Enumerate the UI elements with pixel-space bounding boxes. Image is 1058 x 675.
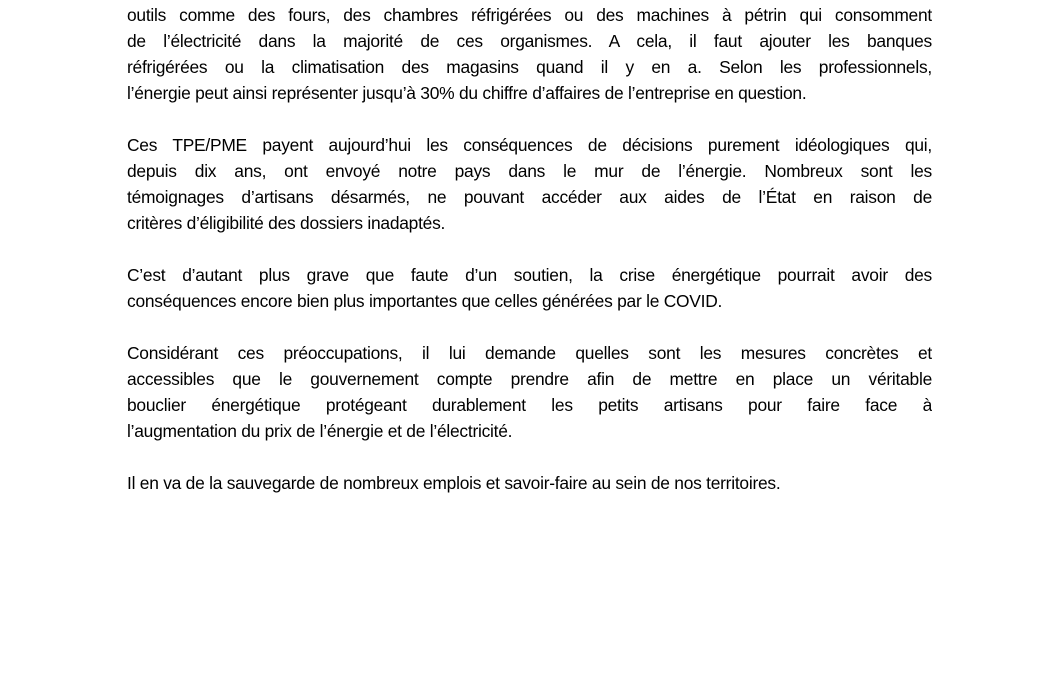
text-line: Ces TPE/PME payent aujourd’hui les conséquences de décisions purement idéologiques qui, xyxy=(127,135,932,155)
text-line: réfrigérées ou la climatisation des magasins quand il y en a. Selon les professionnels, xyxy=(127,57,932,77)
text-line: outils comme des fours, des chambres réfrigérées ou des machines à pétrin qui consomment xyxy=(127,5,932,25)
text-line: C’est d’autant plus grave que faute d’un soutien, la crise énergétique pourrait avoir des xyxy=(127,265,932,285)
text-line: témoignages d’artisans désarmés, ne pouvant accéder aux aides de l’État en raison de xyxy=(127,187,932,207)
text-line: Considérant ces préoccupations, il lui demande quelles sont les mesures concrètes et xyxy=(127,343,932,363)
paragraph-crisis-gravity xyxy=(127,262,932,314)
paragraph-energy-costs xyxy=(127,2,932,106)
paragraph-tpe-pme-consequences xyxy=(127,132,932,236)
text-line: l’augmentation du prix de l’énergie et de l’électricité. xyxy=(127,421,513,441)
text-line: depuis dix ans, ont envoyé notre pays dans le mur de l’énergie. Nombreux sont les xyxy=(127,161,932,181)
paragraph-conclusion xyxy=(127,470,932,496)
text-line: accessibles que le gouvernement compte prendre afin de mettre en place un véritable xyxy=(127,369,932,389)
text-line: l’énergie peut ainsi représenter jusqu’à 30% du chiffre d’affaires de l’entreprise en question. xyxy=(127,83,807,103)
text-line: conséquences encore bien plus importantes que celles générées par le COVID. xyxy=(127,291,723,311)
paragraph-question-measures xyxy=(127,340,932,444)
text-line: critères d’éligibilité des dossiers inadaptés. xyxy=(127,213,446,233)
text-line: de l’électricité dans la majorité de ces organismes. A cela, il faut ajouter les banques xyxy=(127,31,932,51)
text-line: Il en va de la sauvegarde de nombreux emplois et savoir-faire au sein de nos territoires. xyxy=(127,473,781,493)
text-line: bouclier énergétique protégeant durablement les petits artisans pour faire face à xyxy=(127,395,932,415)
